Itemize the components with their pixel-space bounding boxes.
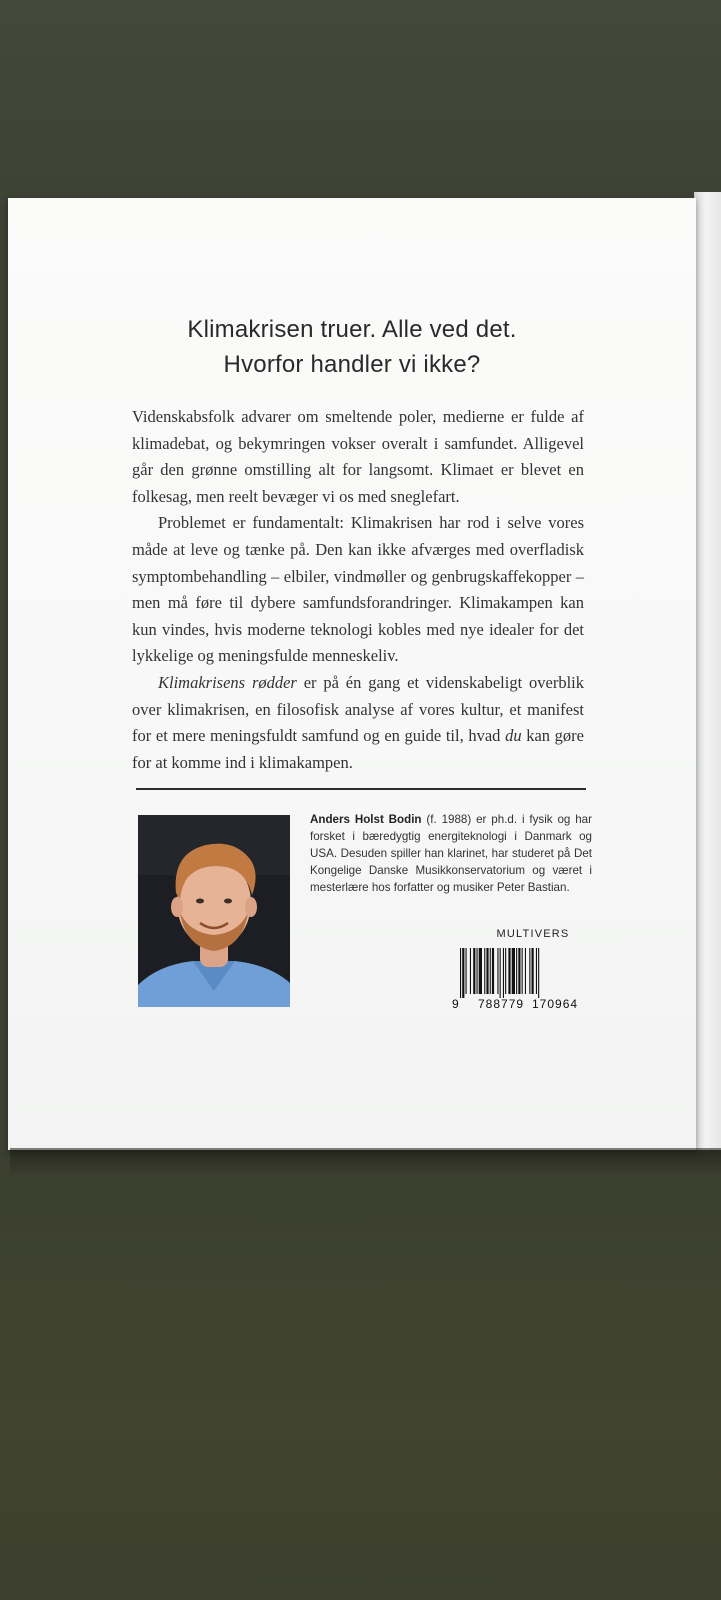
barcode-bar [484, 948, 485, 994]
barcode-bar [522, 948, 523, 994]
book-title-italic: Klimakrisens rødder [158, 672, 297, 692]
author-name: Anders Holst Bodin [310, 813, 422, 826]
blurb-paragraph-1: Videnskabsfolk advarer om smeltende poler, medierne er fulde af klimadebat, og bekymringen vokser overalt i samfundet. Alligevel går den grønne omstilling alt for langsomt. Klimaet er blevet en folkesag, men reelt bevæger vi os med sneglefart. [132, 407, 584, 506]
barcode-bar [462, 948, 464, 998]
headline-line-1: Klimakrisen truer. Alle ved det. [187, 316, 517, 343]
headline-line-2: Hvorfor handler vi ikke? [223, 351, 481, 378]
barcode-bar [525, 948, 526, 994]
barcode-bar [490, 948, 491, 994]
barcode-bar [466, 948, 467, 994]
publisher-name: MULTIVERS [496, 928, 570, 940]
barcode-bar [497, 948, 498, 994]
barcode-bar [492, 948, 494, 994]
author-portrait-illustration [138, 815, 290, 1007]
book-back-cover [8, 198, 696, 1150]
author-photo [138, 815, 290, 1007]
barcode-bar [518, 948, 520, 994]
barcode-bar [508, 948, 510, 994]
blurb-text [132, 404, 584, 776]
barcode-bar [500, 948, 501, 998]
blurb-paragraph-3-part-a: er på én gang et videnskabeligt overblik over klimakrisen, en filosofisk analyse af vores kultur, et manifest for et mere meningsfuldt samfund og en guide til, hvad [132, 672, 584, 746]
barcode-bar [516, 948, 517, 994]
barcode-bar [473, 948, 475, 994]
author-bio-text: (f. 1988) er ph.d. i fysik og har forsket i bæredygtig energiteknologi i Danmark og USA. Desuden spiller han klarinet, har studeret på Det Kongelige Danske Musikkonservatorium og været i mesterlære hos forfatter og musiker Peter Bastian. [310, 813, 592, 894]
barcode-bar [532, 948, 534, 994]
barcode-bars [460, 948, 539, 998]
isbn-lead-digit: 9 [452, 997, 459, 1010]
blurb-paragraph-3 [132, 670, 584, 776]
barcode-bar [512, 948, 515, 994]
book-spine-edge [694, 192, 721, 1150]
blurb-paragraph-3-part-b: kan gøre for at komme ind i klimakampen. [132, 726, 584, 772]
table-surface-top [0, 0, 721, 220]
cover-headline [8, 312, 696, 382]
isbn-group-2: 170964 [532, 997, 579, 1010]
barcode-bar [470, 948, 471, 994]
barcode-bar [479, 948, 482, 994]
isbn-barcode [452, 948, 587, 1010]
book-shadow [10, 1148, 721, 1176]
barcode-bar [486, 948, 488, 994]
barcode-bar [460, 948, 461, 998]
barcode-bar [503, 948, 504, 998]
table-surface-bottom [0, 1150, 721, 1600]
barcode-bar [538, 948, 539, 998]
divider-rule [136, 788, 586, 790]
barcode-bar [536, 948, 537, 994]
isbn-group-1: 788779 [478, 997, 525, 1010]
barcode-bar [529, 948, 530, 994]
barcode-bar [505, 948, 506, 994]
du-italic: du [505, 726, 522, 746]
barcode-bar [477, 948, 478, 994]
author-bio [310, 811, 592, 896]
blurb-paragraph-2: Problemet er fundamentalt: Klimakrisen har rod i selve vores måde at leve og tænke på. Den kan ikke afværges med overfladisk symptombehandling – elbiler, vindmøller og genbrugskaffekopper – men må føre til dybere samfundsforandringer. Klimakampen kan kun vindes, hvis moderne teknologi kobles med nye idealer for det lykkelige og meningsfulde menneskeliv. [132, 513, 584, 666]
